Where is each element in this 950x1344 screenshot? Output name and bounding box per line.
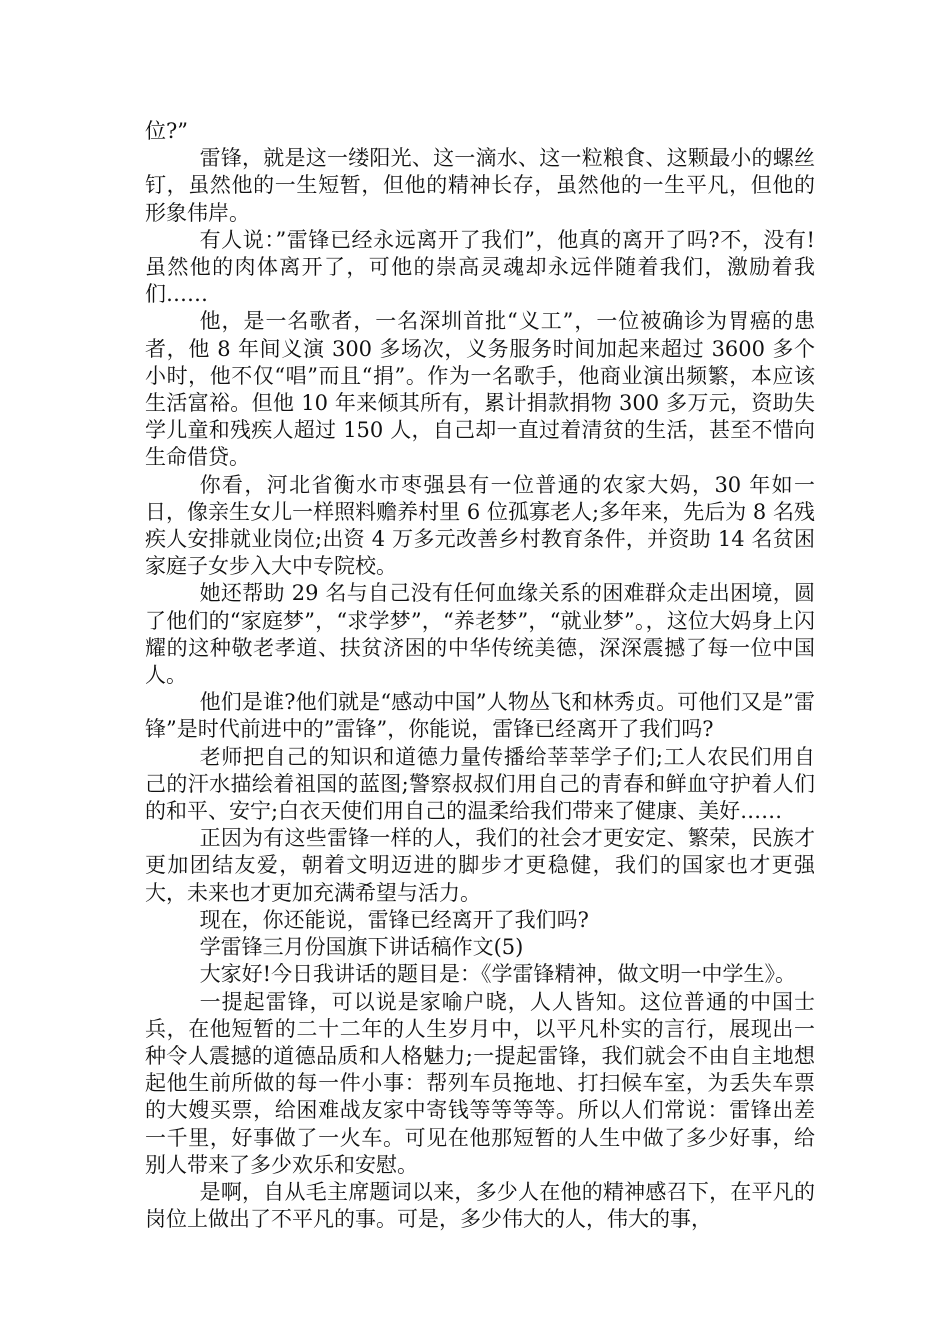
paragraph-5: 你看，河北省衡水市枣强县有一位普通的农家大妈，30 年如一日，像亲生女儿一样照料赡养村里 6 位孤寡老人;多年来，先后为 8 名残疾人安排就业岗位;出资 4 万多元改善乡村教育条件，并资助 14 名贫困家庭子女步入大中专院校。: [145, 472, 815, 579]
paragraph-14: 是啊，自从毛主席题词以来，多少人在他的精神感召下，在平凡的岗位上做出了不平凡的事。可是，多少伟大的人，伟大的事，: [145, 1179, 815, 1232]
paragraph-7: 他们是谁?他们就是“感动中国”人物丛飞和林秀贞。可他们又是”雷锋”是时代前进中的”雷锋”，你能说，雷锋已经离开了我们吗?: [145, 690, 815, 742]
paragraph-6: 她还帮助 29 名与自己没有任何血缘关系的困难群众走出困境，圆了他们的“家庭梦”，“求学梦”，“养老梦”，“就业梦”。，这位大妈身上闪耀的这种敬老孝道、扶贫济困的中华传统美德，深深震撼了每一位中国人。: [145, 581, 815, 688]
paragraph-3: 有人说：”雷锋已经永远离开了我们”，他真的离开了吗?不，没有!虽然他的肉体离开了，可他的崇高灵魂却永远伴随着我们，激励着我们……: [145, 227, 815, 307]
document-body: [145, 118, 815, 1233]
paragraph-10: 现在，你还能说，雷锋已经离开了我们吗?: [199, 907, 589, 932]
paragraph-2: 雷锋，就是这一缕阳光、这一滴水、这一粒粮食、这颗最小的螺丝钉，虽然他的一生短暂，但他的精神长存，虽然他的一生平凡，但他的形象伟岸。: [145, 146, 815, 225]
paragraph-4: 他，是一名歌者，一名深圳首批“义工”，一位被确诊为胃癌的患者，他 8 年间义演 300 多场次，义务服务时间加起来超过 3600 多个小时，他不仅“唱”而且“捐”。作为一名歌手，他商业演出频繁，本应该生活富裕。但他 10 年来倾其所有，累计捐款捐物 300 多万元，资助失学儿童和残疾人超过 150 人，自己却一直过着清贫的生活，甚至不惜向生命借贷。: [145, 309, 815, 470]
paragraph-13: 一提起雷锋，可以说是家喻户晓，人人皆知。这位普通的中国士兵，在他短暂的二十二年的人生岁月中，以平凡朴实的言行，展现出一种令人震撼的道德品质和人格魅力;一提起雷锋，我们就会不由自主地想起他生前所做的每一件小事：帮列车员拖地、打扫候车室，为丢失车票的大嫂买票，给困难战友家中寄钱等等等等。所以人们常说：雷锋出差一千里，好事做了一火车。可见在他那短暂的人生中做了多少好事，给别人带来了多少欢乐和安慰。: [145, 989, 815, 1177]
paragraph-1: 位?”: [145, 119, 188, 143]
paragraph-12: 大家好!今日我讲话的题目是：《学雷锋精神，做文明一中学生》。: [199, 962, 797, 987]
paragraph-9: 正因为有这些雷锋一样的人，我们的社会才更安定、繁荣，民族才更加团结友爱，朝着文明迈进的脚步才更稳健，我们的国家也才更强大，未来也才更加充满希望与活力。: [145, 826, 815, 905]
paragraph-8: 老师把自己的知识和道德力量传播给莘莘学子们;工人农民们用自己的汗水描绘着祖国的蓝图;警察叔叔们用自己的青春和鲜血守护着人们的和平、安宁;白衣天使们用自己的温柔给我们带来了健康、美好……: [145, 744, 815, 824]
section-heading: 学雷锋三月份国旗下讲话稿作文(5): [199, 935, 524, 960]
